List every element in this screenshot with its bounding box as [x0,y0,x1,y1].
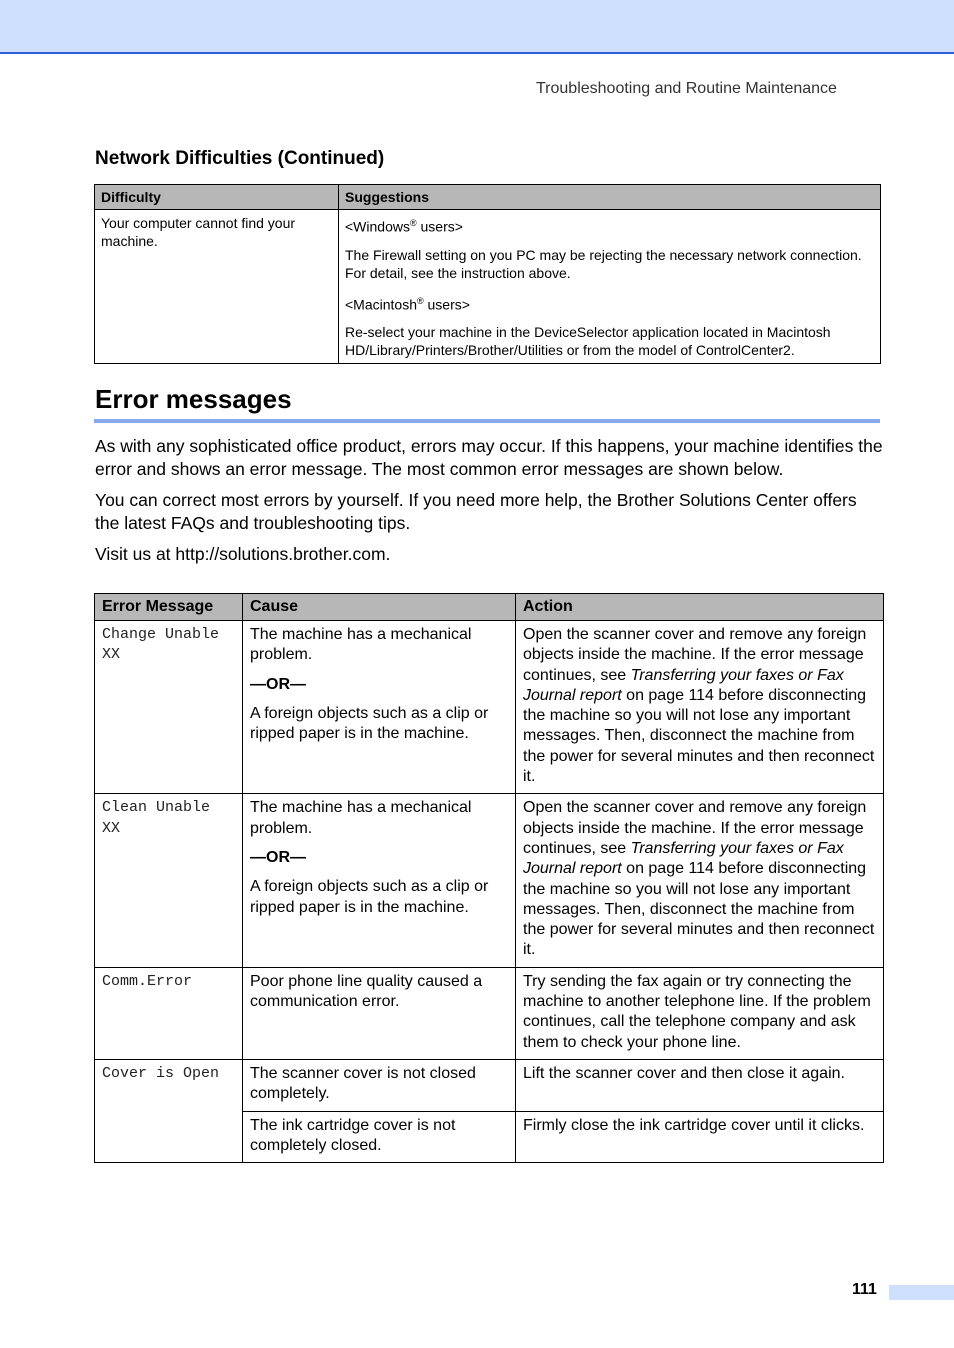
visit-us-line: Visit us at http://solutions.brother.com. [95,544,391,564]
cross-reference: Transferring your faxes or Fax Journal report [523,839,844,878]
action-cell: Open the scanner cover and remove any foreign objects inside the machine. If the error message continues, see Transferring your faxes or Fax Journal report on page 114 before disconnecting the machine so you will not lose any important messages. Then, disconnect the machine from the power for several minutes and then reconnect it. [516,794,884,967]
cause-text: The machine has a mechanical problem. [250,799,472,837]
mac-users-label: <Macintosh® users> [345,295,470,313]
cross-reference: Transferring your faxes or Fax Journal report [523,666,844,704]
cause-text: The machine has a mechanical problem. [250,626,472,664]
windows-users-label: <Windows® users> [345,218,463,235]
column-header-cause: Cause [243,594,516,621]
registered-mark: ® [416,295,424,306]
action-cell: Lift the scanner cover and then close it again. [516,1059,884,1111]
cause-text: A foreign objects such as a clip or ripped paper is in the machine. [250,878,489,916]
intro-paragraph: As with any sophisticated office product, errors may occur. If this happens, your machine identifies the error and shows an error message. The most common error messages are shown below. [95,436,883,479]
error-message-cell: Cover is Open [95,1059,243,1162]
error-message-cell: Clean Unable XX [95,794,243,967]
windows-suggestion: The Firewall setting on you PC may be rejecting the necessary network connection. For detail, see the instruction above. [345,246,862,281]
or-separator: —OR— [250,675,306,693]
action-cell: Open the scanner cover and remove any foreign objects inside the machine. If the error message continues, see Transferring your faxes or Fax Journal report on page 114 before disconnecting the machine so you will not lose any important messages. Then, disconnect the machine from the power for several minutes and then reconnect it. [516,621,884,794]
cause-cell: The scanner cover is not closed completely. [243,1059,516,1111]
intro-text [95,435,885,575]
column-header-suggestions: Suggestions [339,185,881,210]
table-row [95,210,881,364]
table-row [95,1059,884,1111]
intro-paragraph: You can correct most errors by yourself. If you need more help, the Brother Solutions Center offers the latest FAQs and troubleshooting tips. [95,490,857,533]
action-cell: Try sending the fax again or try connecting the machine to another telephone line. If the problem continues, call the telephone company and ask them to check your phone line. [516,967,884,1059]
page-number: 111 [852,1281,877,1298]
table-header-row [95,594,884,621]
table-header-row [95,185,881,210]
table-row [95,621,884,794]
network-difficulties-table [94,184,881,364]
cause-cell: Poor phone line quality caused a communication error. [243,967,516,1059]
error-messages-table [94,593,884,1163]
cause-cell [243,621,516,794]
error-messages-heading: Error messages [95,384,292,414]
cause-cell [243,794,516,967]
suggestions-cell [339,210,881,364]
error-message-cell: Change Unable XX [95,621,243,794]
running-header: Troubleshooting and Routine Maintenance [536,80,837,97]
cause-text: A foreign objects such as a clip or ripped paper is in the machine. [250,704,489,743]
column-header-difficulty: Difficulty [95,185,339,210]
error-message-cell: Comm.Error [95,967,243,1059]
top-banner [0,0,954,54]
network-section-title: Network Difficulties (Continued) [95,148,385,169]
column-header-error-message: Error Message [95,594,243,621]
difficulty-cell: Your computer cannot find your machine. [95,210,339,364]
page-tab-marker [889,1285,954,1300]
or-separator: —OR— [250,848,306,866]
cause-cell: The ink cartridge cover is not completely closed. [243,1111,516,1163]
heading-rule [94,419,880,423]
table-row [95,794,884,967]
mac-suggestion: Re-select your machine in the DeviceSelector application located in Macintosh HD/Library/Printers/Brother/Utilities or from the model of ControlCenter2. [345,324,831,359]
registered-mark: ® [409,218,417,228]
column-header-action: Action [516,594,884,621]
action-cell: Firmly close the ink cartridge cover until it clicks. [516,1111,884,1163]
table-row [95,967,884,1059]
